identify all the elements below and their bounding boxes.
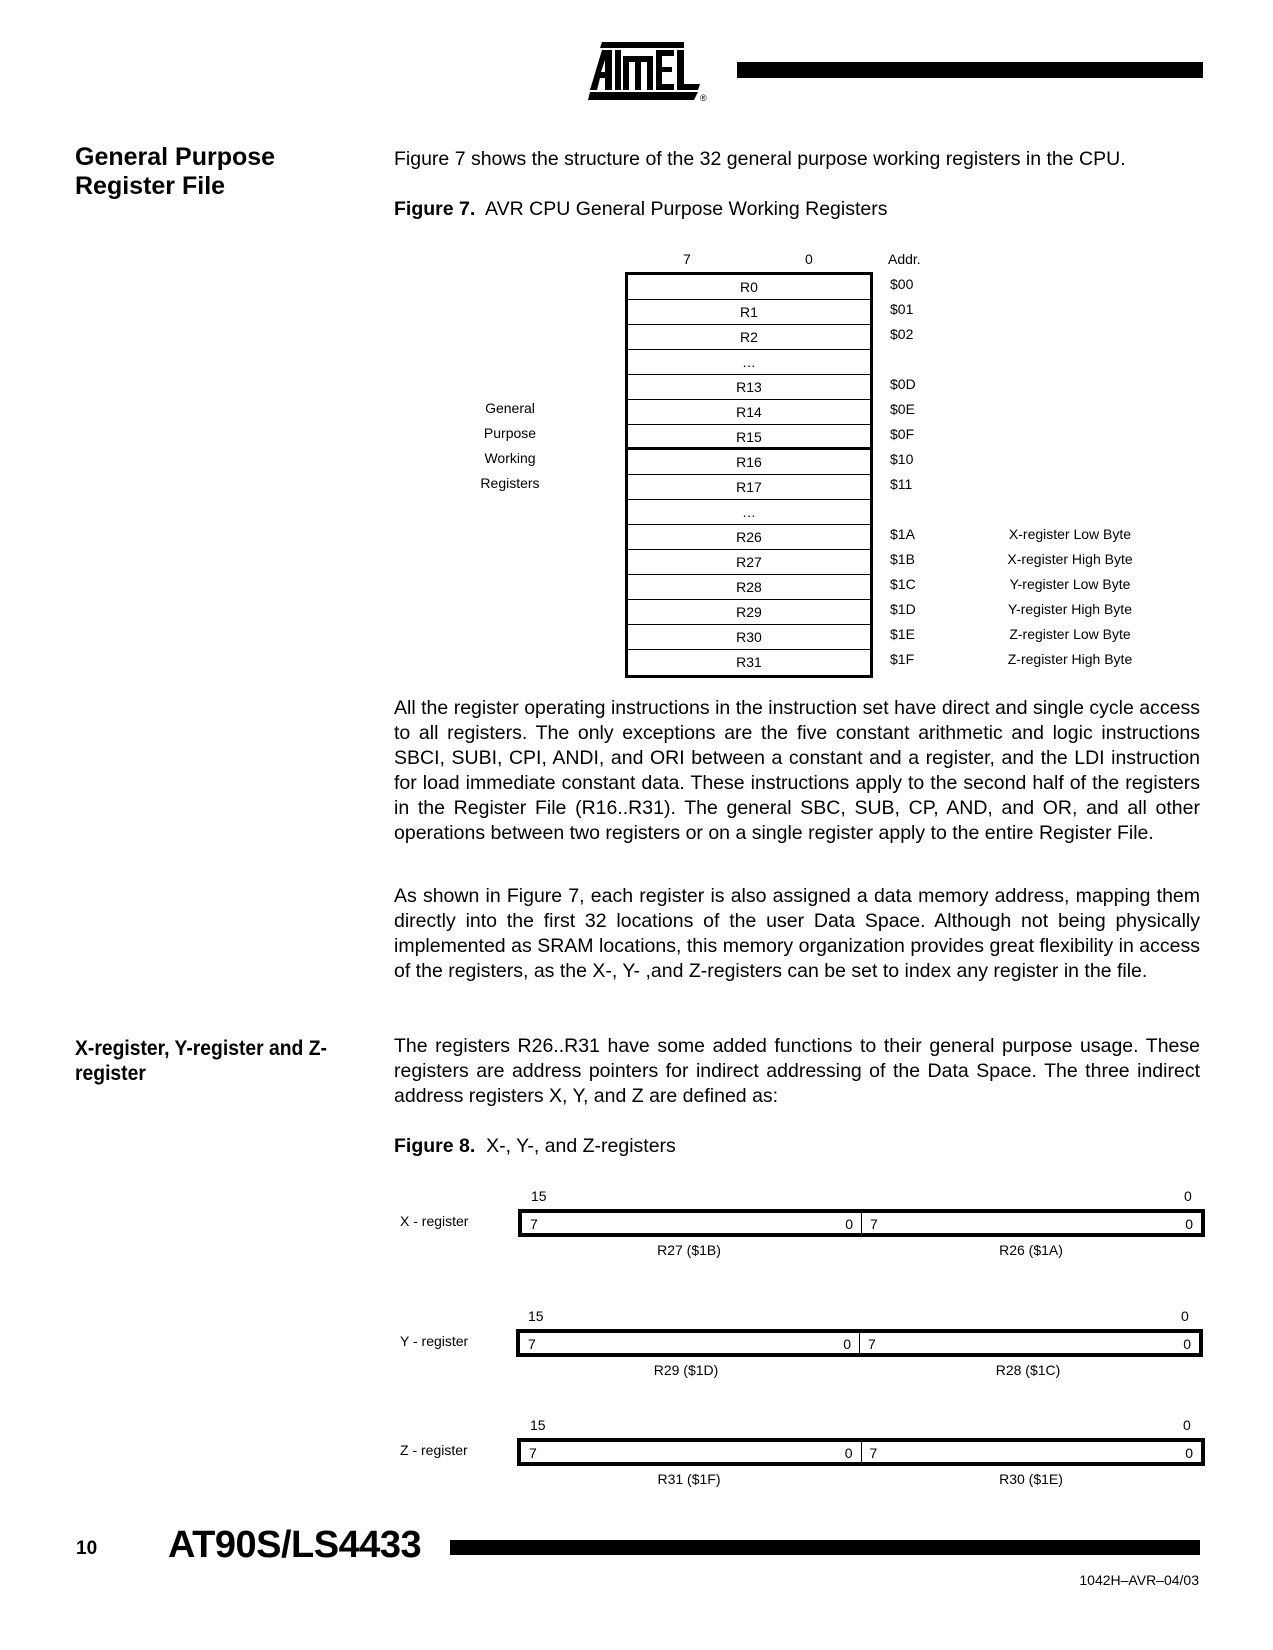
bit-label: 7 (528, 1336, 536, 1352)
group-label-line: Purpose (483, 425, 537, 441)
heading-line: General Purpose (75, 143, 276, 171)
register-address: $0E (890, 401, 915, 417)
z-high-register-name: R31 ($1F) (657, 1471, 721, 1487)
body-paragraph: As shown in Figure 7, each register is also assigned a data memory address, mapping them directly into the first 32 locations of the user Data Space. Although not being physically implemented as SRAM locations, this memory organization provides great flexibility in access of the registers, as the X-, Y- ,and Z-registers can be set to index any register in the file. (394, 885, 1200, 982)
z-register-low-byte (861, 1442, 1202, 1462)
register-row: R31 (736, 654, 762, 670)
register-row: R16 (628, 450, 870, 475)
register-address: $1C (890, 576, 916, 592)
register-address: $0D (890, 376, 916, 392)
y-high-register-name: R29 ($1D) (653, 1362, 719, 1378)
x-register-label: X - register (400, 1213, 469, 1229)
y-register-high-byte (520, 1333, 859, 1353)
bit-label: 7 (530, 1216, 538, 1232)
register-address: $10 (890, 451, 914, 467)
figure-number: Figure 7. (394, 198, 476, 220)
product-name: AT90S/LS4433 (168, 1524, 422, 1566)
register-description: Z-register High Byte (1007, 651, 1133, 667)
y-register-box (516, 1329, 1203, 1357)
bit-0-label: 0 (1184, 1188, 1192, 1204)
z-low-register-name: R30 ($1E) (999, 1471, 1063, 1487)
heading-line: X-register, Y-register and Z- (75, 1037, 327, 1060)
group-label-line: General (485, 400, 535, 416)
y-register-low-byte (859, 1333, 1199, 1353)
figure7-caption (394, 197, 887, 221)
bit-0-label: 0 (1181, 1308, 1189, 1324)
z-register-box (517, 1438, 1205, 1466)
bit-0-label: 0 (805, 251, 813, 267)
register-description: Z-register Low Byte (1009, 626, 1131, 642)
x-register-low-byte (861, 1213, 1201, 1233)
svg-text:®: ® (700, 93, 707, 102)
register-row: R1 (628, 300, 870, 325)
figure-number: Figure 8. (394, 1135, 476, 1157)
register-address: $11 (890, 476, 913, 492)
group-label (470, 396, 550, 496)
heading-line: register (75, 1062, 146, 1085)
bit-label: 0 (1185, 1216, 1193, 1232)
register-address: $1E (890, 626, 915, 642)
x-register-box (518, 1209, 1205, 1237)
group-label-line: Registers (480, 475, 540, 491)
figure8-caption (394, 1134, 676, 1158)
register-row: R14 (628, 400, 870, 425)
bit-15-label: 15 (531, 1188, 547, 1204)
section-heading-xyz (75, 1036, 379, 1086)
register-address: $1B (890, 551, 915, 567)
heading-line: Register File (75, 172, 226, 200)
figure-title: AVR CPU General Purpose Working Registers (485, 198, 888, 220)
intro-paragraph: Figure 7 shows the structure of the 32 general purpose working registers in the CPU. (394, 148, 1126, 170)
bit-label: 0 (844, 1445, 853, 1461)
register-address: $1F (890, 651, 915, 667)
bit-0-label: 0 (1183, 1417, 1191, 1433)
bit-7-label: 7 (683, 251, 691, 267)
x-register-high-byte (522, 1213, 861, 1233)
register-row: R15 (628, 425, 870, 450)
body-paragraph: All the register operating instructions in the instruction set have direct and single cycle access to all registers. The only exceptions are the five constant arithmetic and logic instructions SBCI, SUBI, CPI, ANDI, and ORI between a constant and a register, and the LDI instruction for load immediate constant data. These instructions apply to the second half of the registers in the Register File (R16..R31). The general SBC, SUB, CP, AND, and OR, and all other operations between two registers or on a single register apply to the entire Register File. (394, 697, 1200, 844)
x-high-register-name: R27 ($1B) (657, 1242, 721, 1258)
z-register-high-byte (521, 1442, 861, 1462)
register-description: X-register Low Byte (1008, 526, 1132, 542)
register-description: Y-register Low Byte (1009, 576, 1131, 592)
register-row: R13 (628, 375, 870, 400)
register-address: $1A (890, 526, 915, 542)
bit-label: 7 (869, 1445, 878, 1461)
register-address: $00 (890, 276, 914, 292)
bit-label: 7 (868, 1336, 876, 1352)
register-row: R28 (628, 575, 870, 600)
register-address: $0F (890, 426, 915, 442)
section-heading-gprf (75, 143, 365, 201)
bit-label: 0 (1185, 1445, 1193, 1461)
bit-label: 0 (845, 1216, 853, 1232)
register-description: Y-register High Byte (1008, 601, 1132, 617)
register-row: R26 (628, 525, 870, 550)
y-low-register-name: R28 ($1C) (995, 1362, 1061, 1378)
register-address: $01 (890, 301, 914, 317)
bit-label: 0 (1183, 1336, 1191, 1352)
document-code: 1042H–AVR–04/03 (1079, 1572, 1199, 1588)
bit-15-label: 15 (528, 1308, 544, 1324)
register-file-table (625, 272, 873, 678)
bit-label: 7 (870, 1216, 878, 1232)
register-row-ellipsis: … (628, 500, 870, 525)
bit-label: 0 (843, 1336, 851, 1352)
register-row: R17 (628, 475, 870, 500)
register-row: R27 (628, 550, 870, 575)
bit-label: 7 (529, 1445, 537, 1461)
group-label-line: Working (484, 450, 536, 466)
bit-15-label: 15 (530, 1417, 546, 1433)
y-register-label: Y - register (400, 1333, 469, 1349)
atmel-logo (588, 40, 716, 102)
addr-header: Addr. (888, 251, 921, 267)
register-row: R2 (628, 325, 870, 350)
z-register-label: Z - register (400, 1442, 468, 1458)
x-low-register-name: R26 ($1A) (999, 1242, 1063, 1258)
register-row: R0 (628, 275, 870, 300)
register-row: R30 (628, 625, 870, 650)
register-description: X-register High Byte (1007, 551, 1133, 567)
register-address: $1D (890, 601, 916, 617)
register-row-ellipsis: … (628, 350, 870, 375)
body-paragraph: The registers R26..R31 have some added functions to their general purpose usage. These registers are address pointers for indirect addressing of the Data Space. The three indirect address registers X, Y, and Z are defined as: (394, 1035, 1200, 1107)
register-address: $02 (890, 326, 914, 342)
figure-title: X-, Y-, and Z-registers (486, 1135, 676, 1157)
header-rule (737, 62, 1203, 78)
atmel-logo-icon (588, 40, 716, 102)
footer-rule (450, 1540, 1200, 1555)
register-row: R29 (628, 600, 870, 625)
page-number: 10 (76, 1538, 98, 1559)
